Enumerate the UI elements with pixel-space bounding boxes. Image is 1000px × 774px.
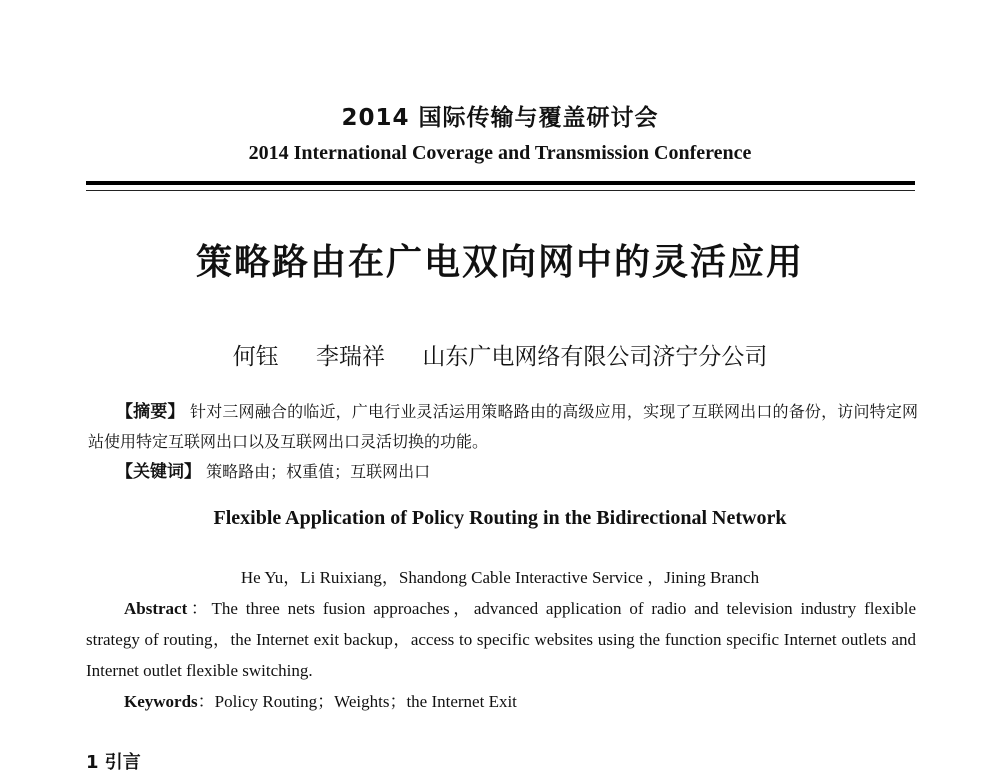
keywords-cn-label: 【关键词】 — [116, 462, 201, 482]
author-1-cn: 何钰 — [232, 344, 279, 370]
paper-title-en: Flexible Application of Policy Routing in the Bidirectional Network — [213, 507, 787, 529]
keywords-cn-text: 策略路由；权重值；互联网出口 — [206, 462, 431, 481]
abstract-cn — [88, 397, 918, 457]
abstract-cn-text: 针对三网融合的临近，广电行业灵活运用策略路由的高级应用，实现了互联网出口的备份，访问特定网站使用特定互联网出口以及互联网出口灵活切换的功能。 — [88, 402, 919, 451]
abstract-en — [86, 593, 916, 686]
authors-cn — [0, 338, 1000, 371]
keywords-en — [124, 686, 517, 717]
conference-name-en: 2014 International Coverage and Transmission Conference — [248, 142, 752, 164]
abstract-en-text: ：The three nets fusion approaches，advanced application of radio and television industry flexible strategy of routing，the Internet exit backup，access to specific websites using the function specific Internet outlets and Internet outlet flexible switching. — [86, 599, 916, 680]
authors-en: He Yu，Li Ruixiang，Shandong Cable Interactive Service ，Jining Branch — [240, 568, 760, 587]
affiliation-cn: 山东广电网络有限公司济宁分公司 — [422, 344, 768, 370]
keywords-cn — [116, 457, 430, 487]
paper-title-cn: 策略路由在广电双向网中的灵活应用 — [195, 242, 804, 283]
keywords-en-label: Keywords — [124, 692, 198, 711]
abstract-cn-label: 【摘要】 — [116, 402, 185, 422]
author-2-cn: 李瑞祥 — [316, 344, 385, 370]
header-rule-thin — [86, 190, 915, 191]
abstract-en-label: Abstract — [124, 599, 188, 618]
section-1-heading: 1 引言 — [86, 752, 141, 773]
conference-name-cn: 2014 国际传输与覆盖研讨会 — [341, 105, 659, 131]
header-rule-thick — [86, 181, 915, 185]
keywords-en-text: ：Policy Routing；Weights；the Internet Exit — [197, 692, 517, 711]
